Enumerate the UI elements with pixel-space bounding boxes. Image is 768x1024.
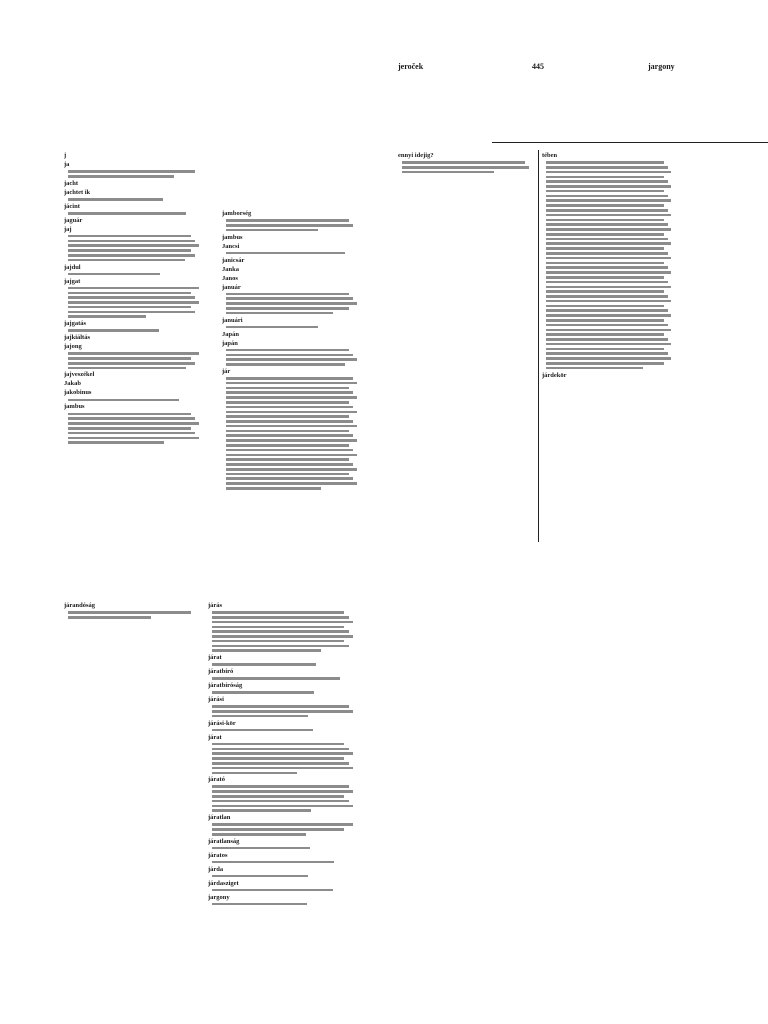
dictionary-entry	[64, 403, 198, 443]
illegible-text-line	[212, 772, 297, 775]
entry-headword: jachtet ik	[64, 188, 91, 196]
illegible-text-line	[212, 710, 353, 713]
illegible-text-line	[68, 357, 191, 360]
illegible-text-line	[546, 367, 643, 370]
illegible-text-line	[546, 228, 671, 231]
illegible-text-line	[546, 309, 668, 312]
illegible-text-line	[546, 252, 668, 255]
illegible-text-line	[546, 276, 664, 279]
illegible-text-line	[68, 259, 185, 262]
entry-headword: jár	[222, 367, 231, 375]
header-rule	[492, 142, 768, 143]
dictionary-entry	[64, 278, 198, 318]
entry-headword: jajgat	[64, 277, 81, 285]
illegible-text-line	[546, 214, 671, 217]
entry-headword: Japán	[222, 330, 239, 338]
dictionary-entry	[398, 152, 532, 173]
illegible-text-line	[402, 161, 525, 164]
illegible-text-line	[212, 790, 353, 793]
illegible-text-line	[212, 847, 310, 850]
entry-headword: járda	[208, 865, 224, 873]
illegible-text-line	[68, 417, 195, 420]
entry-headword: jaguár	[64, 216, 83, 224]
illegible-text-line	[226, 430, 349, 433]
dictionary-entry	[208, 866, 352, 878]
dictionary-entry	[64, 380, 198, 387]
dictionary-entry	[222, 257, 356, 264]
dictionary-entry	[208, 720, 352, 732]
illegible-text-line	[226, 358, 357, 361]
illegible-text-line	[68, 611, 191, 614]
illegible-text-line	[226, 482, 357, 485]
running-head-left: jeroček	[398, 62, 424, 71]
illegible-text-line	[226, 349, 349, 352]
illegible-text-line	[226, 454, 357, 457]
illegible-text-line	[68, 170, 195, 173]
dictionary-column	[208, 602, 352, 908]
entry-headword: jambus	[222, 233, 243, 241]
illegible-text-line	[212, 705, 349, 708]
illegible-text-line	[68, 441, 164, 444]
dictionary-entry	[222, 266, 356, 273]
illegible-text-line	[68, 254, 195, 257]
illegible-text-line	[212, 752, 353, 755]
illegible-text-line	[68, 367, 186, 370]
illegible-text-line	[546, 324, 668, 327]
illegible-text-line	[226, 487, 321, 490]
illegible-text-line	[546, 338, 668, 341]
dictionary-entry	[208, 814, 352, 835]
illegible-text-line	[546, 295, 668, 298]
dictionary-entry	[208, 838, 352, 850]
illegible-text-line	[68, 175, 174, 178]
dictionary-entry	[222, 331, 356, 338]
dictionary-column	[398, 152, 532, 176]
dictionary-entry	[208, 734, 352, 774]
illegible-text-line	[212, 875, 308, 878]
illegible-text-line	[226, 439, 357, 442]
illegible-text-line	[212, 611, 344, 614]
illegible-text-line	[212, 715, 308, 718]
illegible-text-line	[212, 677, 340, 680]
entry-headword: Jakab	[64, 380, 81, 388]
dictionary-column	[222, 210, 356, 492]
illegible-text-line	[546, 242, 671, 245]
dictionary-entry	[542, 372, 670, 379]
illegible-text-line	[546, 362, 664, 365]
dictionary-entry	[208, 696, 352, 717]
illegible-text-line	[226, 401, 349, 404]
illegible-text-line	[226, 363, 345, 366]
illegible-text-line	[68, 329, 159, 332]
illegible-text-line	[226, 425, 357, 428]
entry-headword: jaj	[64, 225, 72, 233]
dictionary-entry	[222, 234, 356, 241]
illegible-text-line	[546, 352, 668, 355]
illegible-text-line	[212, 729, 313, 732]
illegible-text-line	[226, 297, 353, 300]
entry-headword: Janka	[222, 265, 239, 273]
illegible-text-line	[226, 302, 357, 305]
illegible-text-line	[226, 326, 318, 329]
entry-headword: jajgatás	[64, 320, 87, 328]
illegible-text-line	[226, 458, 349, 461]
illegible-text-line	[226, 415, 349, 418]
illegible-text-line	[226, 468, 357, 471]
page-number: 445	[532, 62, 544, 71]
dictionary-entry	[64, 334, 198, 341]
illegible-text-line	[546, 180, 668, 183]
illegible-text-line	[226, 477, 353, 480]
illegible-text-line	[546, 314, 671, 317]
running-head-right: jargony	[648, 62, 675, 71]
dictionary-entry	[64, 180, 198, 187]
entry-headword: Jancsi	[222, 242, 240, 250]
entry-headword: jajkiáltás	[64, 334, 90, 342]
entry-headword: japán	[222, 339, 238, 347]
entry-headword: járdasziget	[208, 879, 239, 887]
dictionary-entry	[542, 152, 670, 369]
entry-headword: járat	[208, 654, 222, 662]
dictionary-entry	[64, 217, 198, 224]
dictionary-entry	[222, 284, 356, 315]
illegible-text-line	[546, 271, 671, 274]
illegible-text-line	[546, 247, 664, 250]
entry-headword: járató	[208, 776, 225, 784]
entry-headword: jamborség	[222, 210, 252, 217]
dictionary-entry	[208, 602, 352, 652]
illegible-text-line	[546, 219, 664, 222]
entry-headword: járatbíró	[208, 668, 234, 676]
dictionary-entry	[208, 894, 352, 906]
illegible-text-line	[546, 305, 664, 308]
illegible-text-line	[68, 315, 146, 318]
entry-headword: janicsár	[222, 256, 245, 264]
illegible-text-line	[212, 748, 349, 751]
illegible-text-line	[226, 463, 353, 466]
dictionary-entry	[222, 340, 356, 366]
illegible-text-line	[68, 198, 163, 201]
entry-headword: járatlan	[208, 814, 231, 822]
illegible-text-line	[546, 190, 664, 193]
dictionary-entry	[208, 682, 352, 694]
entry-headword: tében	[542, 152, 558, 159]
illegible-text-line	[226, 387, 349, 390]
illegible-text-line	[546, 166, 668, 169]
dictionary-entry	[222, 368, 356, 490]
illegible-text-line	[212, 800, 349, 803]
dictionary-entry	[222, 317, 356, 329]
illegible-text-line	[546, 209, 668, 212]
illegible-text-line	[68, 432, 195, 435]
illegible-text-line	[226, 473, 349, 476]
illegible-text-line	[546, 257, 671, 260]
illegible-text-line	[546, 195, 668, 198]
illegible-text-line	[226, 307, 349, 310]
dictionary-column	[64, 602, 198, 621]
illegible-text-line	[546, 161, 664, 164]
illegible-text-line	[212, 626, 344, 629]
illegible-text-line	[212, 828, 344, 831]
illegible-text-line	[68, 399, 179, 402]
column-divider	[538, 150, 539, 542]
dictionary-column	[64, 152, 198, 446]
illegible-text-line	[212, 616, 349, 619]
illegible-text-line	[68, 273, 160, 276]
illegible-text-line	[212, 903, 307, 906]
illegible-text-line	[68, 235, 191, 238]
entry-headword: jakobinus	[64, 389, 92, 397]
entry-headword: jácint	[64, 202, 80, 210]
illegible-text-line	[226, 406, 353, 409]
entry-headword: járandóság	[64, 602, 96, 609]
dictionary-entry	[222, 275, 356, 282]
illegible-text-line	[212, 785, 349, 788]
illegible-text-line	[402, 171, 494, 174]
illegible-text-line	[226, 382, 357, 385]
illegible-text-line	[226, 293, 349, 296]
entry-headword: januári	[222, 316, 243, 324]
illegible-text-line	[226, 391, 353, 394]
entry-headword: j	[64, 152, 67, 159]
illegible-text-line	[226, 444, 349, 447]
illegible-text-line	[212, 833, 306, 836]
illegible-text-line	[546, 348, 664, 351]
illegible-text-line	[212, 889, 333, 892]
illegible-text-line	[68, 287, 199, 290]
dictionary-entry	[208, 654, 352, 666]
dictionary-entry	[64, 189, 198, 201]
illegible-text-line	[68, 616, 151, 619]
dictionary-column	[542, 152, 670, 381]
entry-headword: járási	[208, 696, 224, 704]
entry-headword: járás	[208, 602, 223, 609]
illegible-text-line	[212, 805, 353, 808]
illegible-text-line	[226, 219, 349, 222]
entry-headword: jacht	[64, 179, 79, 187]
illegible-text-line	[226, 377, 353, 380]
illegible-text-line	[546, 185, 671, 188]
illegible-text-line	[68, 352, 199, 355]
illegible-text-line	[226, 252, 345, 255]
illegible-text-line	[68, 296, 195, 299]
entry-headword: járási-kör	[208, 719, 236, 727]
illegible-text-line	[212, 663, 316, 666]
illegible-text-line	[68, 311, 195, 314]
illegible-text-line	[212, 635, 353, 638]
illegible-text-line	[226, 449, 353, 452]
illegible-text-line	[546, 176, 664, 179]
illegible-text-line	[546, 233, 664, 236]
illegible-text-line	[546, 171, 671, 174]
illegible-text-line	[546, 319, 664, 322]
illegible-text-line	[212, 757, 344, 760]
illegible-text-line	[68, 422, 199, 425]
entry-headword: járat	[208, 733, 222, 741]
dictionary-entry	[64, 343, 198, 369]
entry-headword: ja	[64, 161, 70, 168]
illegible-text-line	[546, 204, 664, 207]
entry-headword: ennyi idejig?	[398, 152, 434, 159]
illegible-text-line	[546, 266, 668, 269]
illegible-text-line	[212, 767, 353, 770]
entry-headword: jargony	[208, 893, 230, 901]
illegible-text-line	[68, 240, 195, 243]
illegible-text-line	[68, 292, 191, 295]
dictionary-entry	[64, 602, 198, 619]
illegible-text-line	[212, 649, 321, 652]
illegible-text-line	[68, 427, 191, 430]
illegible-text-line	[546, 238, 668, 241]
illegible-text-line	[212, 762, 349, 765]
dictionary-entry	[64, 152, 198, 159]
illegible-text-line	[212, 823, 353, 826]
illegible-text-line	[212, 861, 334, 864]
entry-headword: járdekör	[542, 371, 567, 379]
illegible-text-line	[546, 199, 671, 202]
illegible-text-line	[546, 286, 671, 289]
illegible-text-line	[546, 281, 668, 284]
entry-headword: járatbíróság	[208, 682, 243, 690]
entry-headword: Janos	[222, 274, 238, 282]
dictionary-entry	[208, 776, 352, 812]
illegible-text-line	[226, 229, 318, 232]
illegible-text-line	[546, 300, 671, 303]
illegible-text-line	[68, 362, 195, 365]
dictionary-entry	[208, 852, 352, 864]
dictionary-entry	[64, 226, 198, 262]
entry-headword: jajong	[64, 343, 82, 351]
illegible-text-line	[68, 437, 199, 440]
illegible-text-line	[68, 249, 191, 252]
illegible-text-line	[68, 306, 191, 309]
illegible-text-line	[212, 809, 311, 812]
entry-headword: január	[222, 283, 241, 291]
illegible-text-line	[212, 645, 349, 648]
illegible-text-line	[212, 621, 353, 624]
illegible-text-line	[546, 262, 664, 265]
dictionary-entry	[208, 668, 352, 680]
illegible-text-line	[226, 224, 353, 227]
illegible-text-line	[546, 290, 664, 293]
entry-headword: jambus	[64, 403, 85, 411]
illegible-text-line	[68, 244, 199, 247]
illegible-text-line	[68, 212, 186, 215]
dictionary-entry	[64, 389, 198, 401]
illegible-text-line	[546, 357, 671, 360]
illegible-text-line	[546, 333, 664, 336]
illegible-text-line	[212, 640, 344, 643]
dictionary-entry	[64, 161, 198, 178]
illegible-text-line	[212, 630, 349, 633]
illegible-text-line	[226, 354, 353, 357]
dictionary-entry	[208, 880, 352, 892]
illegible-text-line	[68, 413, 191, 416]
entry-headword: jajdul	[64, 263, 81, 271]
illegible-text-line	[212, 743, 344, 746]
dictionary-entry	[64, 371, 198, 378]
dictionary-entry	[64, 203, 198, 215]
entry-headword: járatos	[208, 851, 228, 859]
entry-headword: jajveszékel	[64, 371, 95, 379]
illegible-text-line	[226, 434, 353, 437]
illegible-text-line	[546, 223, 668, 226]
illegible-text-line	[226, 396, 357, 399]
illegible-text-line	[68, 301, 199, 304]
dictionary-entry	[222, 210, 356, 231]
illegible-text-line	[212, 691, 314, 694]
dictionary-entry	[64, 264, 198, 276]
illegible-text-line	[402, 166, 529, 169]
illegible-text-line	[226, 411, 357, 414]
illegible-text-line	[226, 420, 353, 423]
dictionary-entry	[64, 320, 198, 332]
illegible-text-line	[546, 343, 671, 346]
illegible-text-line	[546, 329, 671, 332]
illegible-text-line	[212, 795, 344, 798]
illegible-text-line	[226, 312, 333, 315]
dictionary-entry	[222, 243, 356, 255]
entry-headword: járatlanság	[208, 837, 240, 845]
